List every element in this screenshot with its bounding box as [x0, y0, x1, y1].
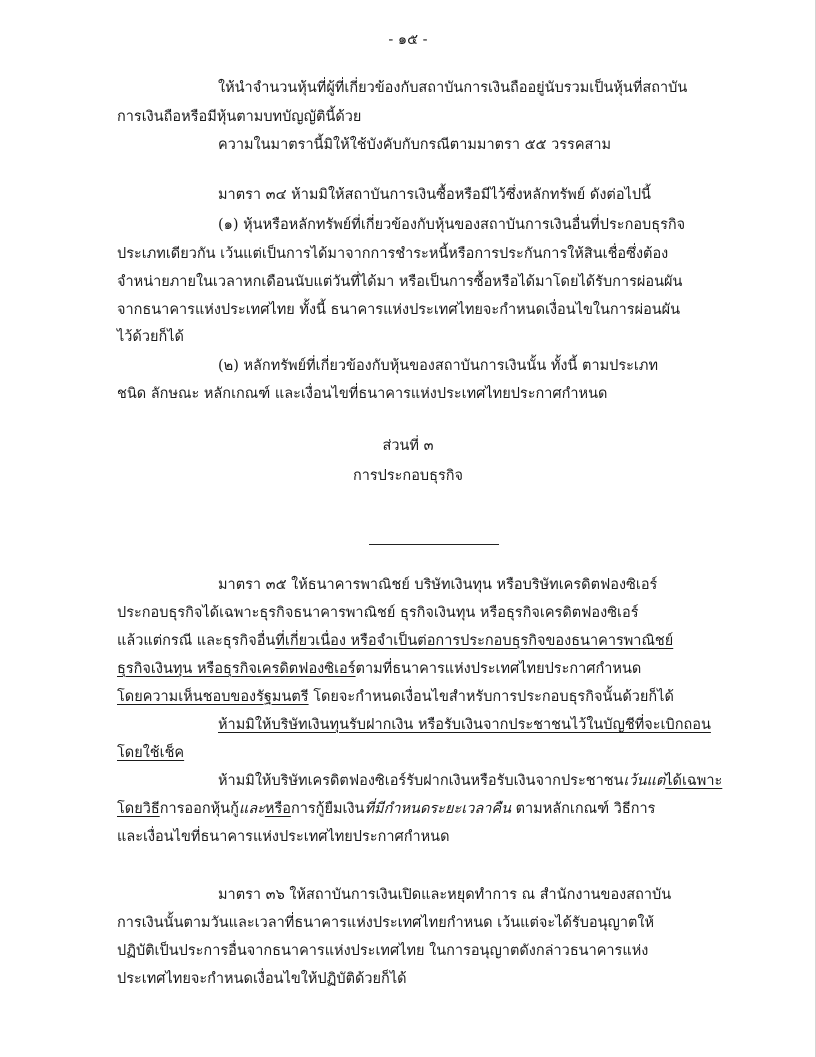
section-35-amended-text-3: โดยความเห็นชอบของรัฐมนตรี — [117, 689, 309, 705]
section-35-line-5-part-b: โดยจะกำหนดเงื่อนไขสำหรับการประกอบธุรกิจนั้นด้วยก็ได้ — [308, 689, 674, 705]
section-35-para-2-line-2: โดยใช้เช็ค — [117, 745, 185, 761]
part-3-subtitle: การประกอบธุรกิจ — [352, 468, 464, 484]
section-35-line-3 — [117, 630, 673, 652]
part-3-title: ส่วนที่ ๓ — [382, 438, 434, 454]
section-35-para-3-part-c: ได้เฉพาะ — [665, 773, 723, 789]
section-35-line-3-part-a: แล้วแต่กรณี และธุรกิจอื่น — [117, 633, 276, 649]
section-34-item-1-line-4: จากธนาคารแห่งประเทศไทย ทั้งนี้ ธนาคารแห่งประเทศไทยจะกำหนดเงื่อนไขในการผ่อนผัน — [117, 302, 681, 318]
handwritten-edit-2: และ — [238, 801, 265, 817]
section-35-para-3-line-3: และเงื่อนไขที่ธนาคารแห่งประเทศไทยประกาศกำหนด — [117, 829, 450, 845]
section-34-item-1-line-1: (๑) หุ้นหรือหลักทรัพย์ที่เกี่ยวข้องกับหุ้นของสถาบันการเงินอื่นที่ประกอบธุรกิจ — [218, 217, 686, 233]
section-35-line-2: ประกอบธุรกิจได้เฉพาะธุรกิจธนาคารพาณิชย์ ธุรกิจเงินทุน หรือธุรกิจเครดิตฟองซิเอร์ — [117, 605, 639, 621]
section-35-line-4-part-b: ตามที่ธนาคารแห่งประเทศไทยประกาศกำหนด — [355, 661, 642, 677]
section-35-para-3-part-d2: หรือ — [264, 801, 291, 817]
page-number: - ๑๕ - — [388, 32, 428, 48]
section-divider — [369, 544, 499, 545]
section-35-para-3-part-b2: การออกหุ้นกู้ — [159, 801, 239, 817]
section-35-para-3-line-2 — [117, 798, 655, 820]
section-34-item-1-line-2: ประเภทเดียวกัน เว้นแต่เป็นการได้มาจากการชำระหนี้หรือการประกันการให้สินเชื่อซึ่งต้อง — [117, 246, 669, 262]
section-35-amended-text-2: ธุรกิจเงินทุน หรือธุรกิจเครดิตฟองซิเอร์ — [117, 661, 356, 677]
handwritten-edit-1: เว้นแต่ — [623, 773, 666, 789]
intro-line-3: ความในมาตรานี้มิให้ใช้บังคับกับกรณีตามมาตรา ๕๕ วรรคสาม — [218, 137, 612, 153]
section-35-amended-text: ที่เกี่ยวเนื่อง หรือจำเป็นต่อการประกอบธุรกิจของธนาคารพาณิชย์ — [275, 633, 674, 649]
section-35-para-3-line-1 — [218, 770, 722, 792]
section-35-para-3-part-a: ห้ามมิให้บริษัทเครดิตฟองซิเอร์รับฝากเงินหรือรับเงินจากประชาชน — [218, 773, 624, 789]
section-34-item-2-line-2: ชนิด ลักษณะ หลักเกณฑ์ และเงื่อนไขที่ธนาคารแห่งประเทศไทยประกาศกำหนด — [117, 386, 608, 402]
section-35-line-4 — [117, 658, 641, 680]
section-35-para-3-part-e2: การกู้ยืมเงิน — [290, 801, 365, 817]
section-35-para-3-part-a2: โดยวิธี — [117, 801, 160, 817]
section-35-para-2-line-1: ห้ามมิให้บริษัทเงินทุนรับฝากเงิน หรือรับเงินจากประชาชนไว้ในบัญชีที่จะเบิกถอน — [218, 717, 711, 733]
section-36-line-4: ประเทศไทยจะกำหนดเงื่อนไขให้ปฏิบัติด้วยก็ได้ — [117, 971, 407, 987]
section-35-para-3-part-g2: ตามหลักเกณฑ์ วิธีการ — [510, 801, 656, 817]
section-35-line-1: มาตรา ๓๕ ให้ธนาคารพาณิชย์ บริษัทเงินทุน หรือบริษัทเครดิตฟองซิเอร์ — [218, 577, 658, 593]
section-36-line-3: ปฏิบัติเป็นประการอื่นจากธนาคารแห่งประเทศไทย ในการอนุญาตดังกล่าวธนาคารแห่ง — [117, 943, 649, 959]
section-36-line-1: มาตรา ๓๖ ให้สถาบันการเงินเปิดและหยุดทำการ ณ สำนักงานของสถาบัน — [218, 887, 672, 903]
section-34-heading: มาตรา ๓๔ ห้ามมิให้สถาบันการเงินซื้อหรือมีไว้ซึ่งหลักทรัพย์ ดังต่อไปนี้ — [218, 187, 651, 203]
section-34-item-1-line-5: ไว้ด้วยก็ได้ — [117, 329, 184, 345]
section-35-line-5 — [117, 686, 674, 708]
section-36-line-2: การเงินนั้นตามวันและเวลาที่ธนาคารแห่งประเทศไทยกำหนด เว้นแต่จะได้รับอนุญาตให้ — [117, 915, 655, 931]
intro-line-2: การเงินถือหรือมีหุ้นตามบทบัญญัตินี้ด้วย — [117, 109, 362, 125]
handwritten-edit-3: ที่มีกำหนดระยะเวลาคืน — [364, 801, 511, 817]
section-34-item-2-line-1: (๒) หลักทรัพย์ที่เกี่ยวข้องกับหุ้นของสถาบันการเงินนั้น ทั้งนี้ ตามประเภท — [218, 358, 658, 374]
intro-line-1: ให้นำจำนวนหุ้นที่ผู้ที่เกี่ยวข้องกับสถาบันการเงินถืออยู่นับรวมเป็นหุ้นที่สถาบัน — [218, 80, 688, 96]
section-34-item-1-line-3: จำหน่ายภายในเวลาหกเดือนนับแต่วันที่ได้มา หรือเป็นการซื้อหรือได้มาโดยได้รับการผ่อนผัน — [117, 274, 683, 290]
